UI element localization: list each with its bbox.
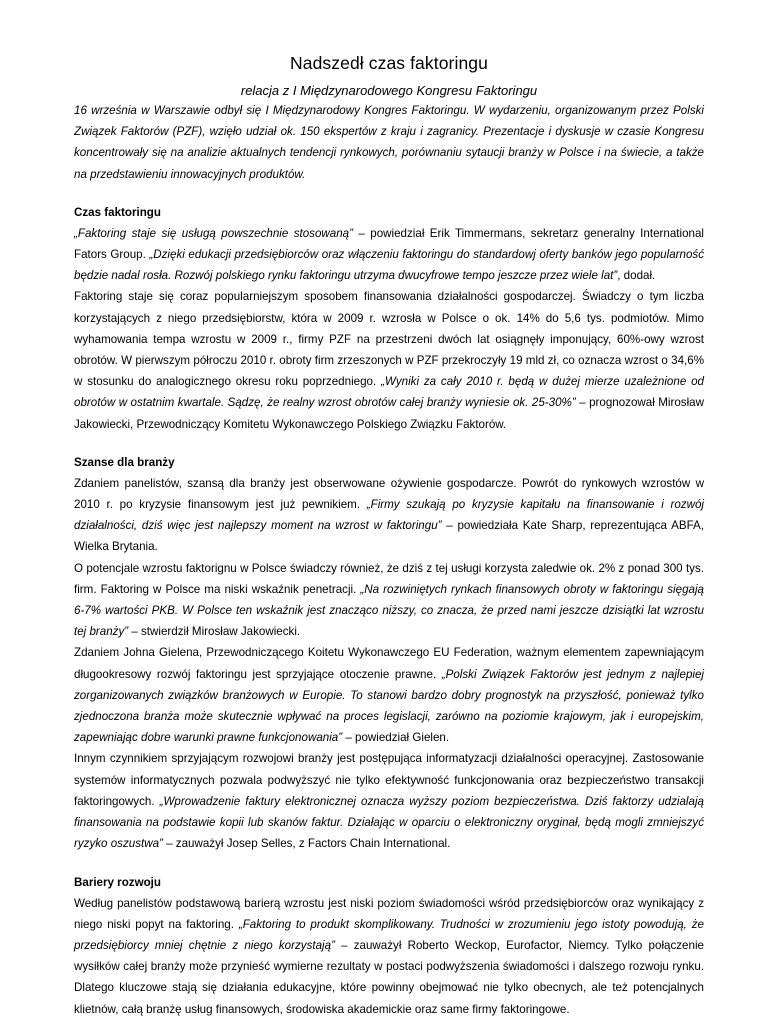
body-paragraph	[74, 558, 704, 643]
paragraph-text: Według panelistów podstawową barierą wzrostu jest niski poziom świadomości wśród przedsiębiorców oraz wynikający z niego niski popyt na faktoring.	[74, 896, 704, 931]
paragraph-text: – zauważył Roberto Weckop, Eurofactor, Niemcy. Tylko połączenie wysiłków całej branży może przynieść wymierne rezultaty w postaci podwyższenia świadomości i dalszego rozwoju rynku. Dlatego kluczowe stają się działania edukacyjne, które powinny obejmować nie tylko obecnych, ale też potencjalnych klietnów, całą branżę usług finansowych, środowiska akademickie oraz same firmy faktoringowe.	[74, 938, 704, 1016]
paragraph-text: – stwierdził Mirosław Jakowiecki.	[128, 625, 301, 639]
article-body	[74, 202, 704, 1020]
quote-text: „Faktoring to produkt skomplikowany. Trudności w zrozumieniu jego istoty powodują, że przedsiębiorcy mniej chętnie z niego korzystają”	[74, 917, 704, 952]
document-subtitle: relacja z I Międzynarodowego Kongresu Faktoringu	[240, 83, 538, 98]
body-paragraph	[74, 223, 704, 287]
quote-text: „Na rozwiniętych rynkach finansowych obroty w faktoringu sięgają 6-7% wartości PKB. W Polsce ten wskaźnik jest znacząco niższy, co znacza, że przed nami jeszcze dzisiątki lat wzrostu tej branży”	[74, 582, 704, 639]
document-title: Nadszedł czas faktoringu	[290, 53, 488, 73]
paragraph-text: – zauważył Josep Selles, z Factors Chain International.	[162, 837, 451, 851]
paragraph-text: – powiedział Gielen.	[342, 731, 450, 745]
paragraph-text: – powiedziała Kate Sharp, reprezentująca ABFA, Wielka Brytania.	[74, 519, 704, 554]
section-heading: Szanse dla branży	[74, 455, 175, 469]
lead-paragraph: 16 września w Warszawie odbył się I Międzynarodowy Kongres Faktoringu. W wydarzeniu, organizowanym przez Polski Związek Faktorów (PZF), wzięło udział ok. 150 ekspertów z kraju i zagranicy. Prezentacje i dyskusje w czasie Kongresu koncentrowały się na analizie aktualnych tendencji rynkowych, porównaniu sytaucji branży w Polsce i na świecie, a także na przedstawieniu innowacyjnych produktów.	[74, 104, 704, 181]
paragraph-text: – prognozował Mirosław Jakowiecki, Przewodniczący Komitetu Wykonawczego Polskiego Związku Faktorów.	[74, 396, 704, 431]
document-page	[74, 52, 704, 1020]
paragraph-text: Innym czynnikiem sprzyjającym rozwojowi branży jest postępująca informatyzacji działalności operacyjnej. Zastosowanie systemów informatycznych pozwala podwyższyć nie tylko efektywność funkcjonowania oraz bezpieczeństwo transakcji faktoringowych.	[74, 752, 704, 808]
section-heading: Bariery rozwoju	[74, 875, 161, 889]
body-paragraph	[74, 893, 704, 1020]
body-paragraph	[74, 473, 704, 558]
body-paragraph	[74, 642, 704, 748]
quote-text: „Dzięki edukacji przedsiębiorców oraz włączeniu faktoringu do standardowj oferty banków jego popularność będzie nadal rosła. Rozwój polskiego rynku faktoringu utrzyma dwucyfrowe tempo jeszcze przez wiele lat”	[74, 248, 704, 283]
paragraph-text: Faktoring staje się coraz popularniejszym sposobem finansowania działalności gospodarczej. Świadczy o tym liczba korzystających z niego przedsiębiorstw, która w 2009 r. wzrosła w Polsce o ok. 14% do 5,6 tys. podmiotów. Mimo wyhamowania tempa wzrostu w 2009 r., firmy PZF na przestrzeni dwóch lat osiągnęły imponujący, 60%-owy wzrost obrotów. W pierwszym półroczu 2010 r. obroty firm zrzeszonych w PZF przekroczyły 19 mld zł, co oznacza wzrost o 34,6% w stosunku do analogicznego okresu roku poprzedniego.	[74, 290, 704, 389]
body-paragraph	[74, 286, 704, 434]
paragraph-text: O potencjale wzrostu faktorignu w Polsce świadczy również, że dziś z tej usługi korzysta zaledwie ok. 2% z ponad 300 tys. firm. Faktoring w Polsce ma niski wskaźnik penetracji.	[74, 561, 704, 596]
paragraph-text: – powiedział Erik Timmermans, sekretarz generalny International Fators Group.	[74, 226, 704, 262]
paragraph-text: Zdaniem Johna Gielena, Przewodniczącego Koitetu Wykonawczego EU Federation, ważnym elementem zapewniającym długookresowy rozwój faktoringu jest sprzyjające otoczenie prawne.	[74, 646, 704, 681]
quote-text: „Firmy szukają po kryzysie kapitału na finansowanie i rozwój działalności, dziś więc jest najlepszy moment na wzrost w faktoringu”	[74, 498, 704, 533]
quote-text: „Polski Związek Faktorów jest jednym z najlepiej zorganizowanych związków branżowych w Europie. To stanowi bardzo dobry prognostyk na przyszłość, ponieważ tylko zjednoczona branża może skutecznie wpływać na proces legislacji, zarówno na poziomie krajowym, jak i europejskim, zapewniając dobre warunki prawne funkcjonowania”	[74, 667, 704, 745]
section-heading: Czas faktoringu	[74, 205, 161, 219]
paragraph-text: , dodał.	[617, 269, 656, 283]
paragraph-text: Zdaniem panelistów, szansą dla branży jest obserwowane ożywienie gospodarcze. Powrót do rynkowych wzrostów w 2010 r. po kryzysie finansowym jest już pewnikiem.	[74, 476, 704, 512]
quote-text: „Faktoring staje się usługą powszechnie stosowaną”	[74, 226, 353, 240]
quote-text: „Wyniki za cały 2010 r. będą w dużej mierze uzależnione od obrotów w ostatnim kwartale. Sądzę, że realny wzrost obrotów całej branży wyniesie ok. 25-30%”	[74, 375, 704, 410]
quote-text: „Wprowadzenie faktury elektronicznej oznacza wyższy poziom bezpieczeństwa. Dziś faktorzy udzialają finansowania na podstawie kopii lub skanów faktur. Działając w oparciu o elektroniczny oryginał, będą mogli zmniejszyć ryzyko oszustwa”	[74, 794, 704, 851]
body-paragraph	[74, 748, 704, 854]
